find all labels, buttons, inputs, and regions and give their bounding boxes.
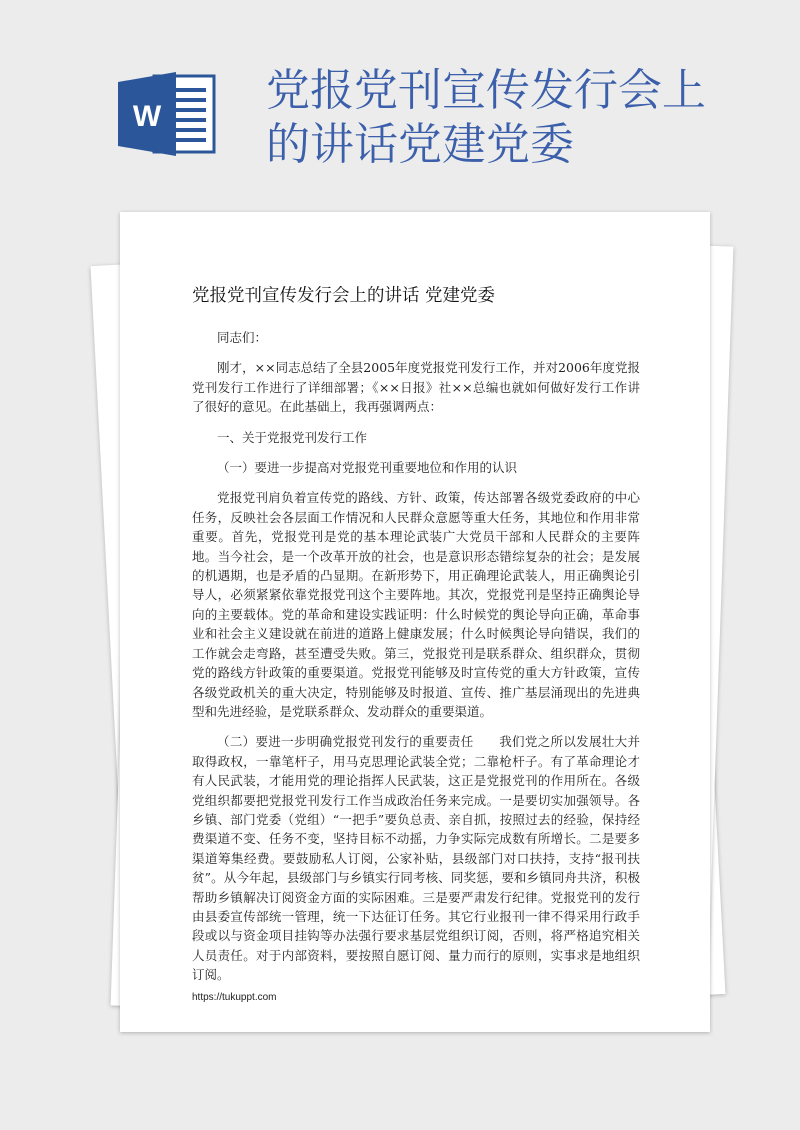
- document-title: 党报党刊宣传发行会上的讲话 党建党委: [192, 286, 496, 306]
- word-icon: [118, 72, 216, 156]
- subsection-heading: （一）要进一步提高对党报党刊重要地位和作用的认识: [217, 460, 518, 476]
- paragraph: 党报党刊肩负着宣传党的路线、方针、政策，传达部署各级党委政府的中心任务，反映社会各层面工作情况和人民群众意愿等重大任务，其地位和作用非常重要。首先，党报党刊是党的基本理论武装广大党员干部和人民群众的主要阵地。当今社会，是一个改革开放的社会，也是意识形态错综复杂的社会；是发展的机遇期，也是矛盾的凸显期。在新形势下，用正确理论武装人，用正确舆论引导人，必须紧紧依靠党报党刊这个主要阵地。其次，党报党刊是坚持正确舆论导向的主要载体。党的革命和建设实践证明：什么时候党的舆论导向正确，革命事业和社会主义建设就在前进的道路上健康发展；什么时候舆论导向错误，我们的工作就会走弯路，甚至遭受失败。第三，党报党刊是联系群众、组织群众，贯彻党的路线方针政策的重要渠道。党报党刊能够及时宣传党的重大方针政策，宣传各级党政机关的重大决定，特别能够及时报道、宣传、推广基层涌现出的先进典型和先进经验，是党联系群众、发动群众的重要渠道。: [192, 490, 640, 719]
- footer-url: https://tukuppt.com: [192, 992, 277, 1003]
- word-icon-letter: W: [132, 100, 162, 133]
- paragraph: 刚才，××同志总结了全县2005年度党报党刊发行工作，并对2006年度党报党刊发行工作进行了详细部署；《××日报》社××总编也就如何做好发行工作讲了很好的意见。在此基础上，我再强调两点：: [192, 360, 640, 415]
- page-header-title: 党报党刊宣传发行会上的讲话党建党委: [266, 65, 706, 170]
- salutation: 同志们：: [217, 330, 268, 345]
- section-heading: 一、关于党报党刊发行工作: [217, 429, 368, 445]
- document-body: [192, 328, 640, 985]
- paragraph: （二）要进一步明确党报党刊发行的重要责任 我们党之所以发展壮大并取得政权，一靠笔杆子，用马克思理论武装全党；二靠枪杆子。有了革命理论才有人民武装，才能用党的理论指挥人民武装，这正是党报党刊的作用所在。各级党组织都要把党报党刊发行工作当成政治任务来完成。一是要切实加强领导。各乡镇、部门党委（党组）“一把手”要负总责、亲自抓，按照过去的经验，保持经费渠道不变、任务不变，坚持目标不动摇，力争实际完成数有所增长。二是要多渠道筹集经费。要鼓励私人订阅，公家补贴，县级部门对口扶持，支持“报刊扶贫”。从今年起，县级部门与乡镇实行同考核、同奖惩，要和乡镇同舟共济，积极帮助乡镇解决订阅资金方面的实际困难。三是要严肃发行纪律。党报党刊的发行由县委宣传部统一管理，统一下达征订任务。其它行业报刊一律不得采用行政手段或以与资金项目挂钩等办法强行要求基层党组织订阅，否则，将严格追究相关人员责任。对于内部资料，要按照自愿订阅、量力而行的原则，实事求是地组织订阅。: [192, 734, 640, 983]
